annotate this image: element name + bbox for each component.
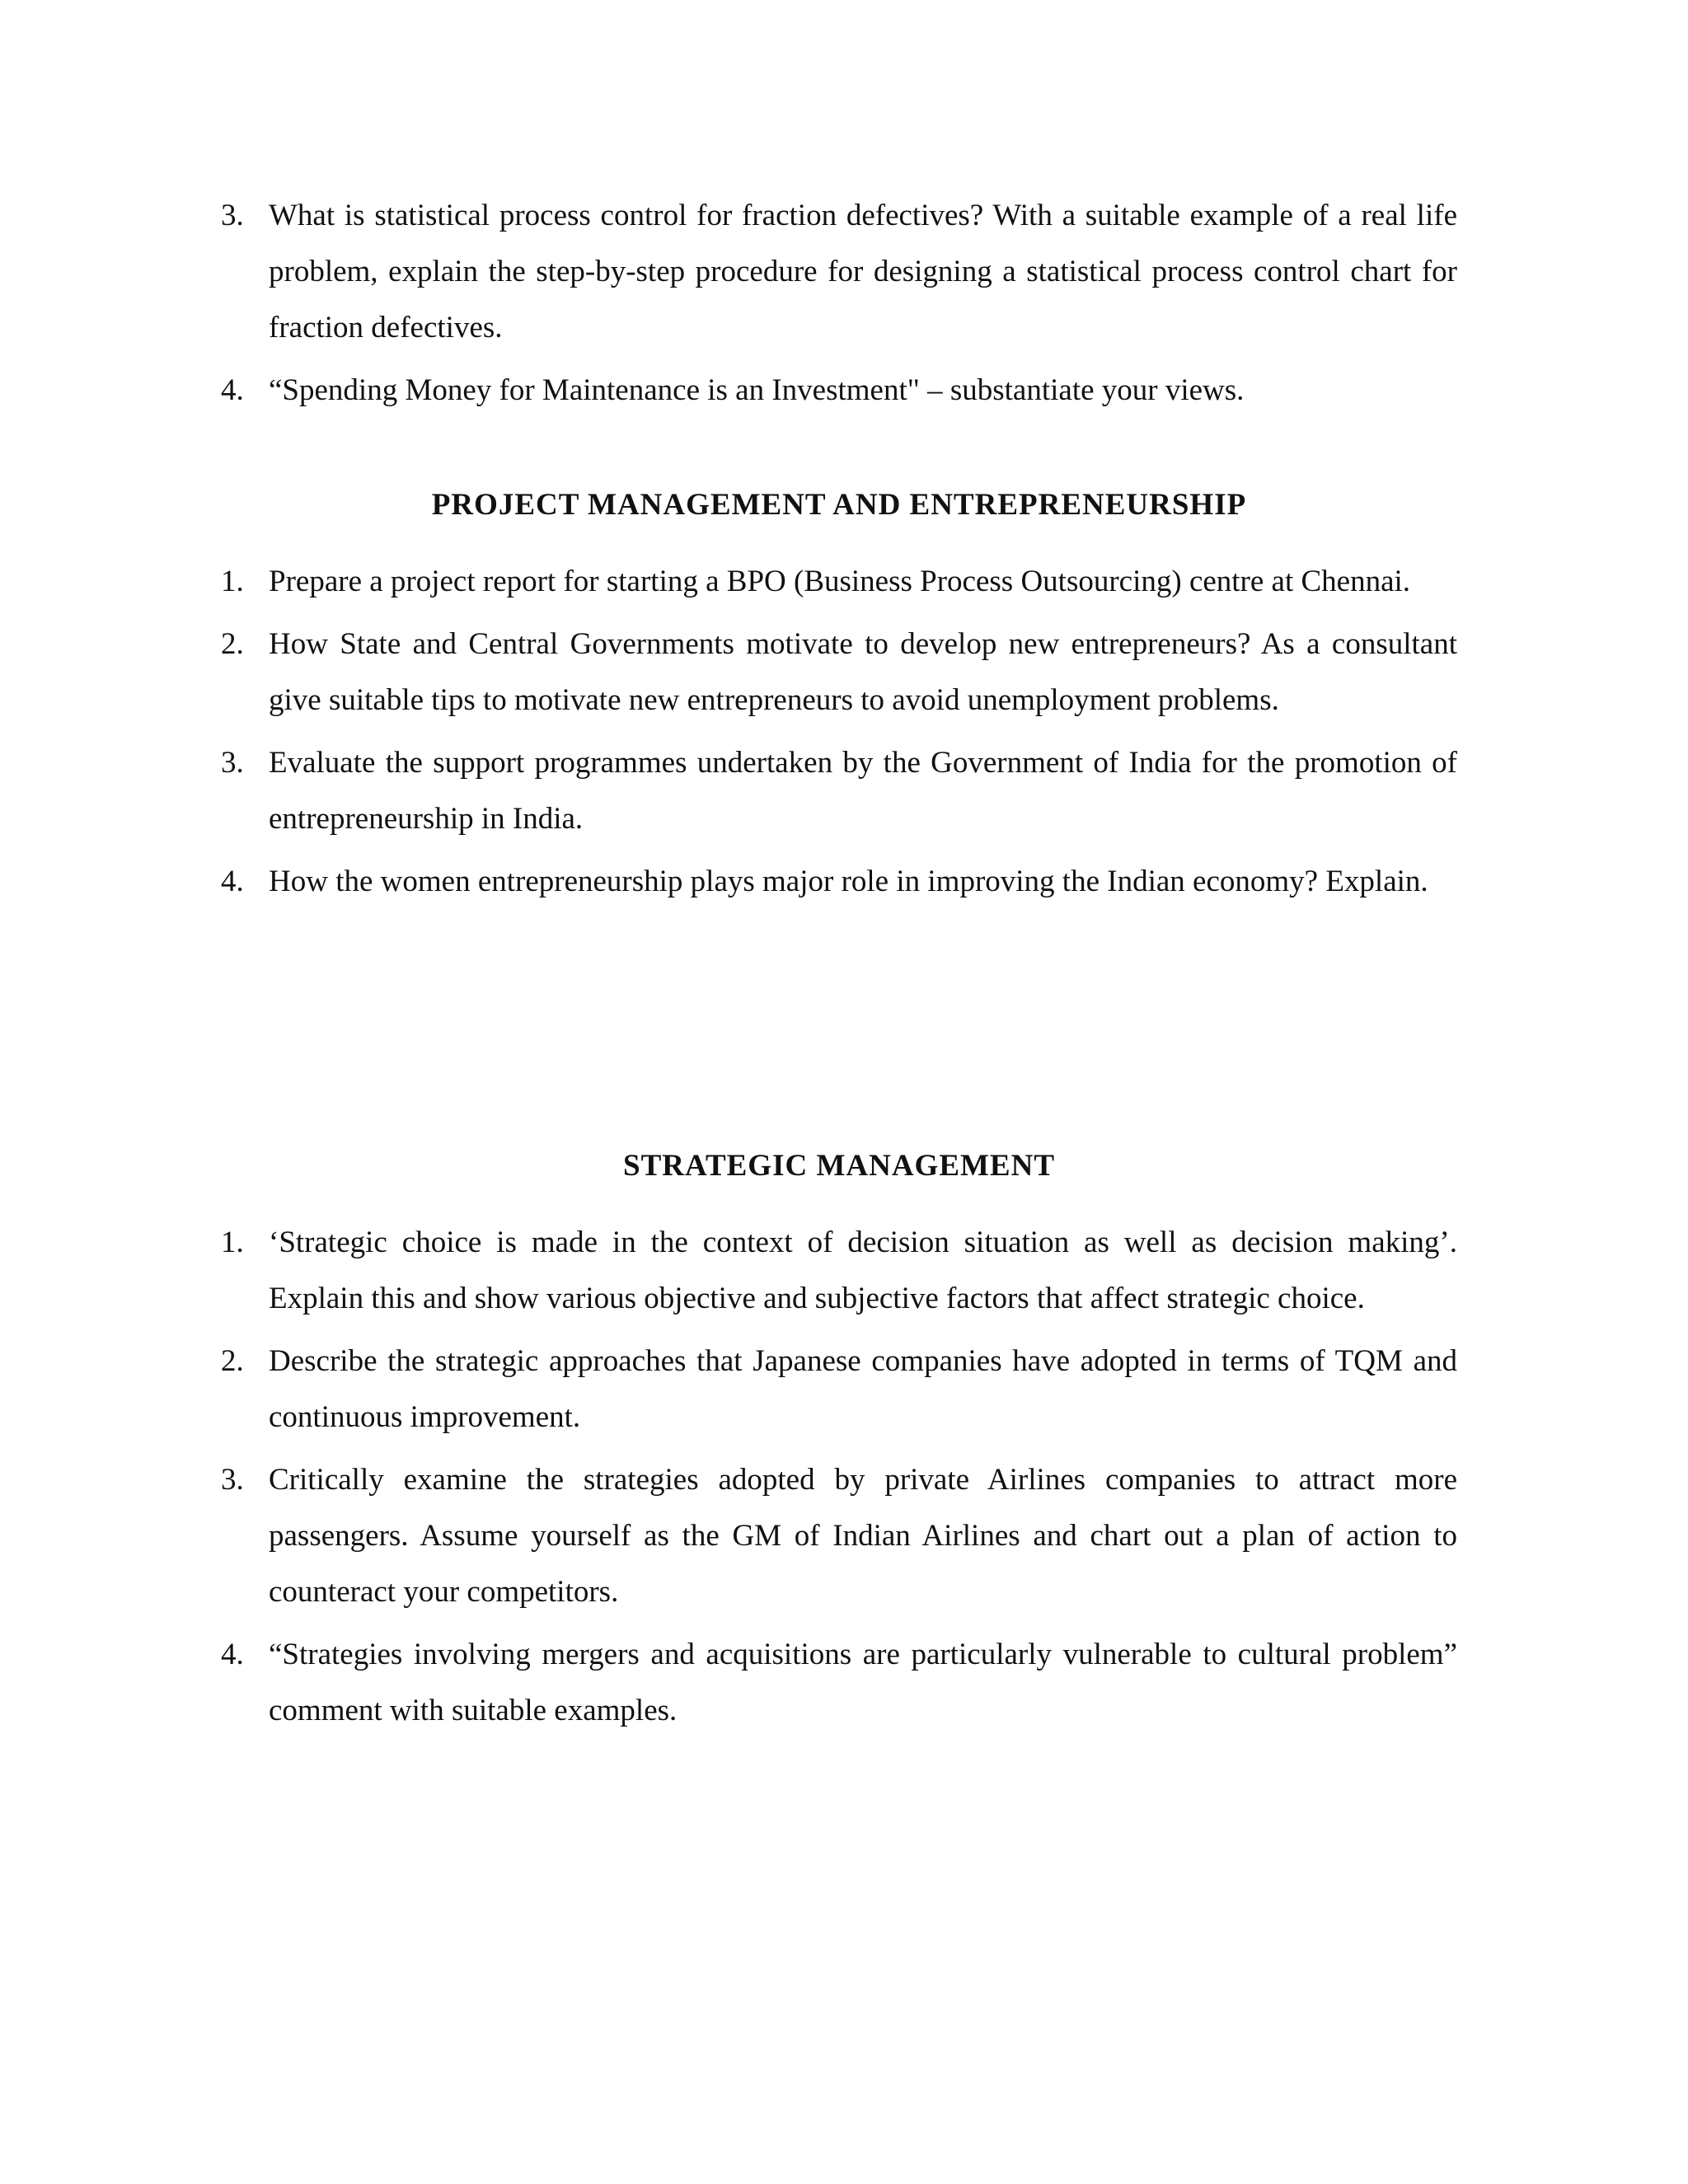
question-text: How State and Central Governments motivate to develop new entrepreneurs? As a consultant give suitable tips to motivate new entrepreneurs to avoid unemployment problems.	[269, 627, 1457, 717]
question-item	[221, 554, 1457, 610]
question-item	[221, 1452, 1457, 1620]
question-number: 1.	[221, 1226, 244, 1259]
question-item	[221, 854, 1457, 910]
question-number: 1.	[221, 565, 244, 598]
question-item	[221, 1627, 1457, 1739]
section-heading-project-management: PROJECT MANAGEMENT AND ENTREPRENEURSHIP	[431, 488, 1247, 522]
question-number: 2.	[221, 627, 244, 661]
question-item	[221, 616, 1457, 729]
question-number: 3.	[221, 199, 244, 232]
question-item	[221, 363, 1457, 419]
question-number: 4.	[221, 865, 244, 898]
question-item	[221, 1215, 1457, 1327]
question-number: 2.	[221, 1344, 244, 1378]
strategic-management-question-list	[221, 1215, 1457, 1746]
question-text: What is statistical process control for fraction defectives? With a suitable example of a real life problem, explain the step-by-step procedure for designing a statistical process control chart for fraction defectives.	[269, 199, 1457, 344]
question-text: “Strategies involving mergers and acquisitions are particularly vulnerable to cultural problem” comment with suitable examples.	[269, 1638, 1457, 1727]
question-item	[221, 735, 1457, 847]
question-text: Prepare a project report for starting a BPO (Business Process Outsourcing) centre at Chennai.	[269, 565, 1411, 598]
question-text: Critically examine the strategies adopted by private Airlines companies to attract more passengers. Assume yourself as the GM of Indian Airlines and chart out a plan of action to counteract your competitors.	[269, 1463, 1457, 1609]
question-text: ‘Strategic choice is made in the context of decision situation as well as decision making’. Explain this and show various objective and subjective factors that affect strategic choice.	[269, 1226, 1457, 1315]
intro-question-list	[221, 188, 1457, 425]
question-number: 3.	[221, 1463, 244, 1497]
question-number: 4.	[221, 1638, 244, 1671]
question-number: 4.	[221, 373, 244, 407]
question-text: Describe the strategic approaches that Japanese companies have adopted in terms of TQM and continuous improvement.	[269, 1344, 1457, 1434]
question-text: “Spending Money for Maintenance is an Investment" – substantiate your views.	[269, 373, 1245, 407]
section-heading-strategic-management: STRATEGIC MANAGEMENT	[623, 1149, 1055, 1183]
question-number: 3.	[221, 746, 244, 780]
question-text: How the women entrepreneurship plays major role in improving the Indian economy? Explain.	[269, 865, 1428, 898]
question-text: Evaluate the support programmes undertaken by the Government of India for the promotion of entrepreneurship in India.	[269, 746, 1457, 836]
question-item	[221, 188, 1457, 356]
project-management-question-list	[221, 554, 1457, 916]
question-item	[221, 1333, 1457, 1446]
